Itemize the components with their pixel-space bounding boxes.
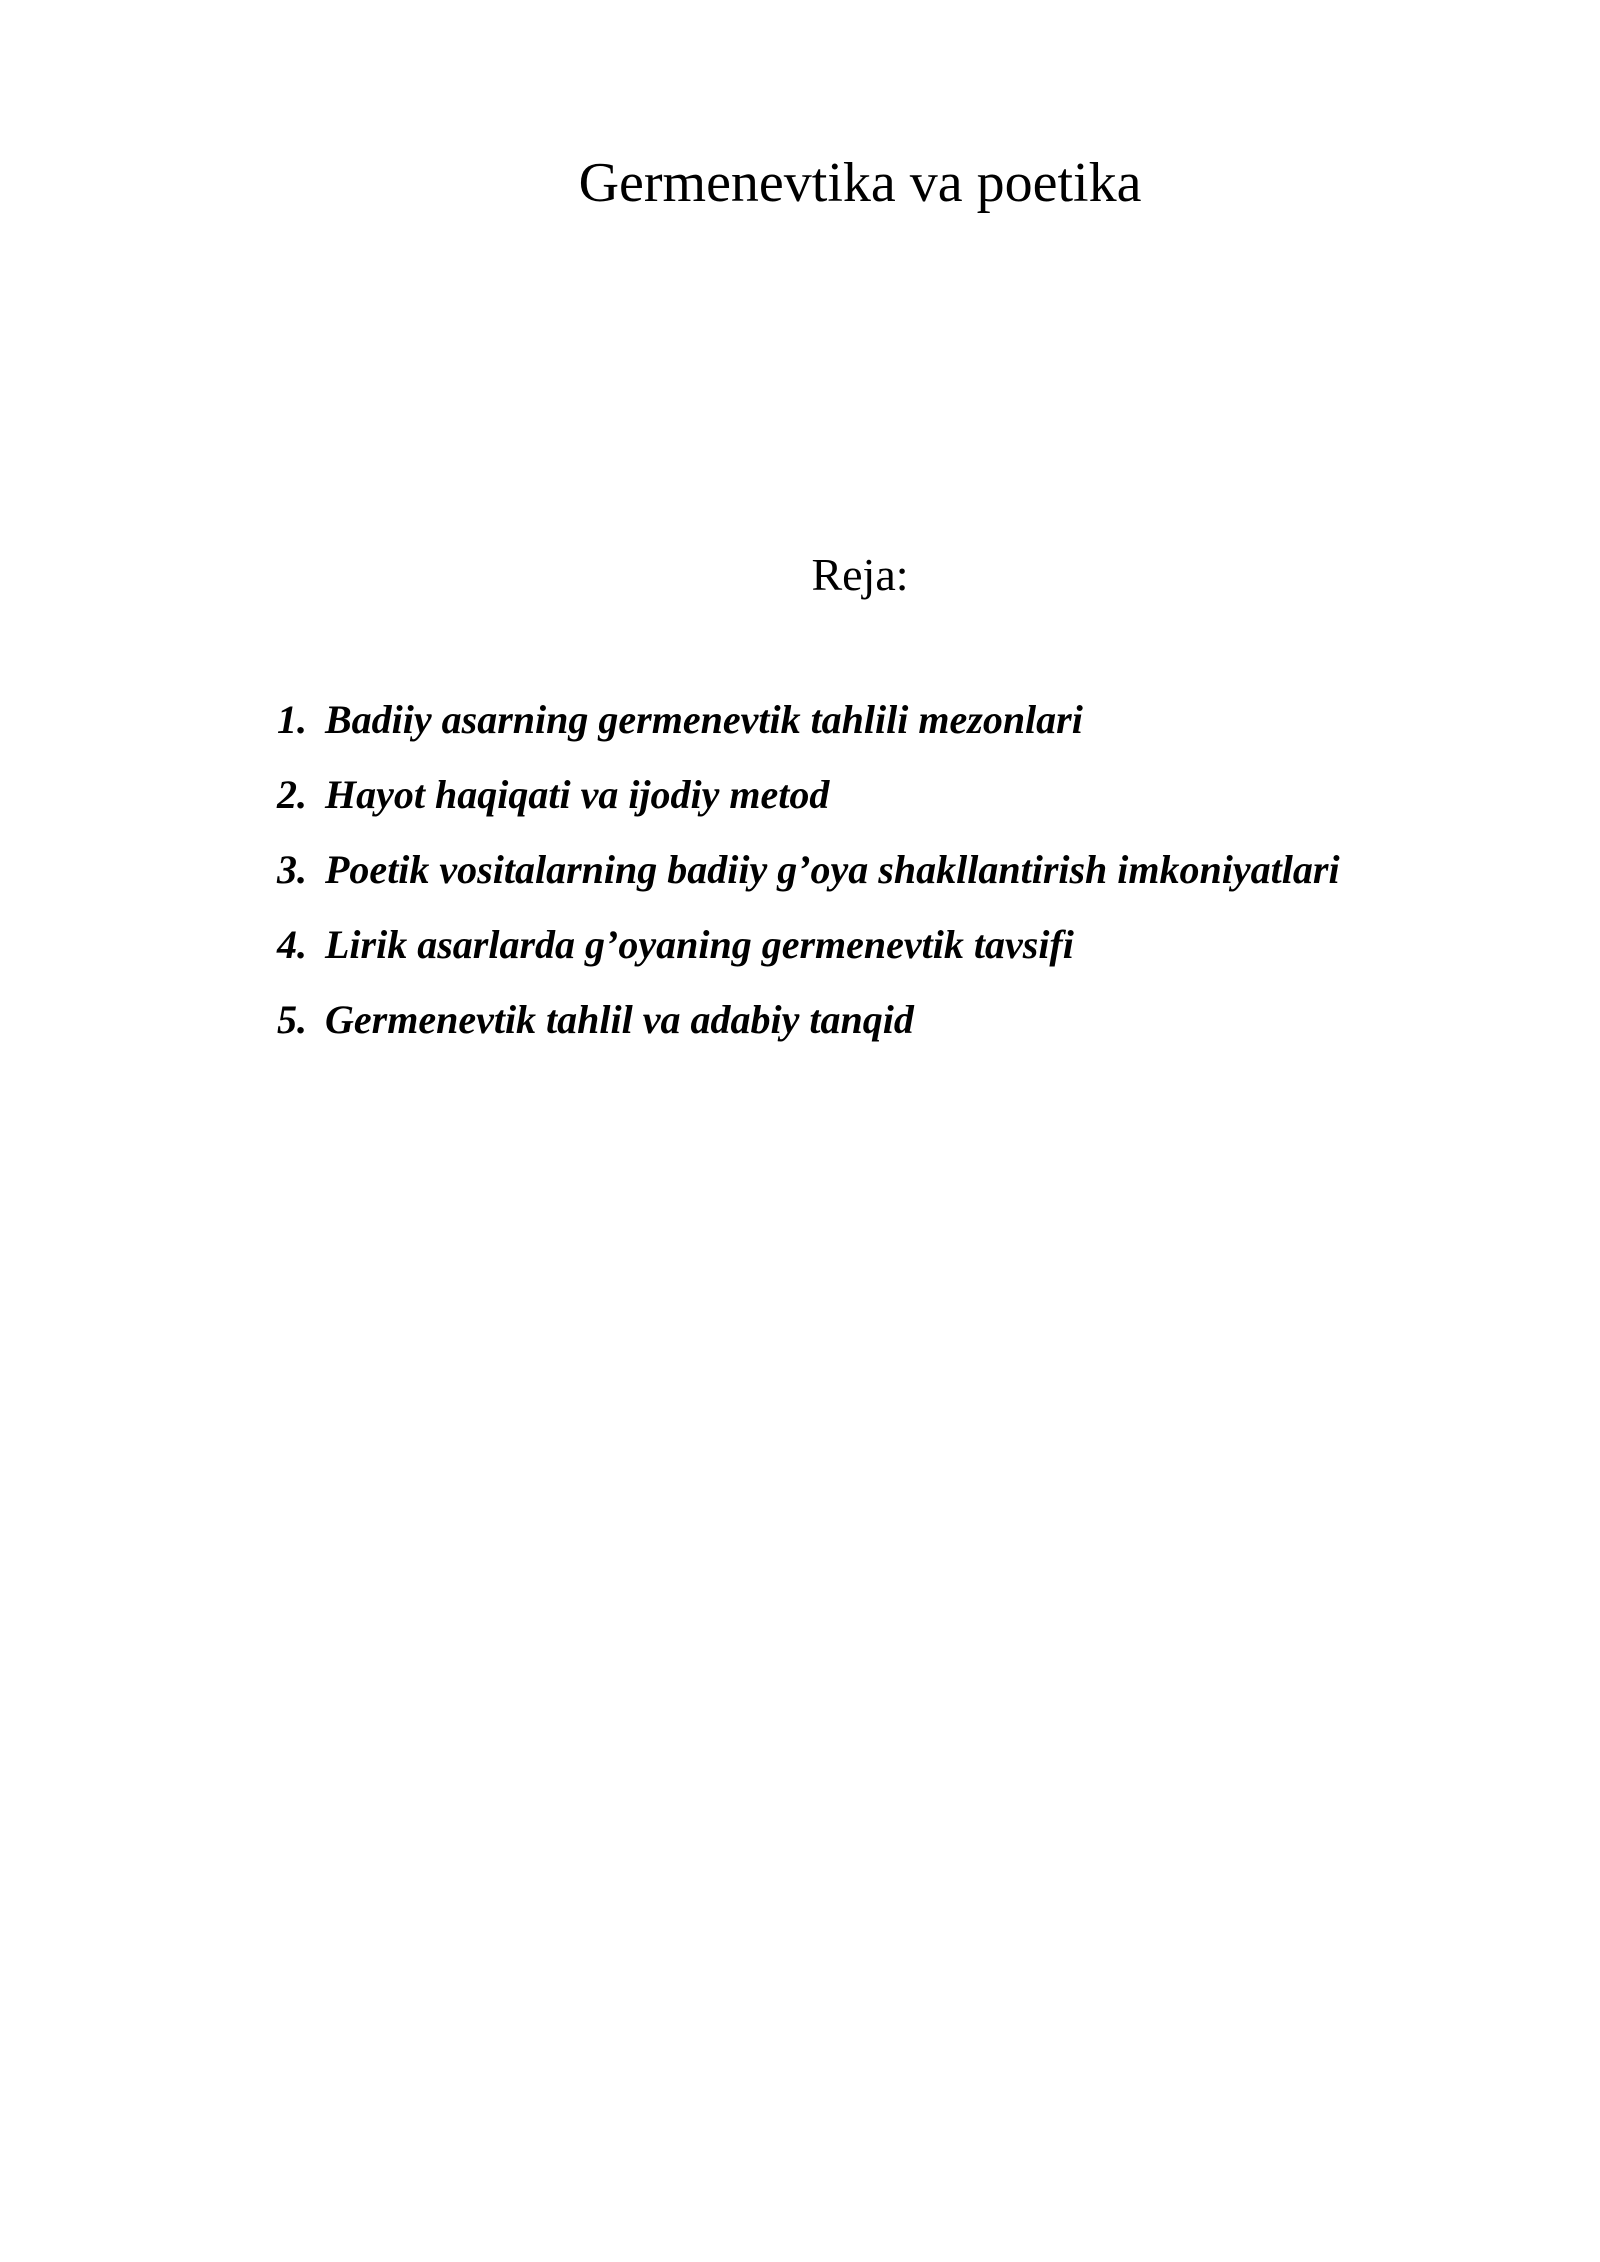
plan-list [277,694,1340,1069]
plan-item-number: 5. [277,997,307,1042]
plan-item [277,844,1340,919]
plan-item [277,769,1340,844]
plan-item-number: 2. [277,772,307,817]
plan-item-text: Poetik vositalarning badiiy g’oya shakllantirish imkoniyatlari [325,847,1340,892]
plan-item-text: Badiiy asarning germenevtik tahlili mezonlari [325,697,1083,742]
plan-item-text: Hayot haqiqati va ijodiy metod [325,772,830,817]
plan-item-text: Lirik asarlarda g’oyaning germenevtik tavsifi [325,922,1074,967]
plan-item-number: 1. [277,697,307,742]
plan-item-number: 3. [277,847,307,892]
plan-item-number: 4. [277,922,307,967]
plan-item [277,994,1340,1069]
plan-item-text: Germenevtik tahlil va adabiy tanqid [325,997,914,1042]
plan-item [277,919,1340,994]
page-title: Germenevtika va poetika [578,152,1142,214]
plan-heading: Reja: [811,549,909,600]
plan-item [277,694,1340,769]
